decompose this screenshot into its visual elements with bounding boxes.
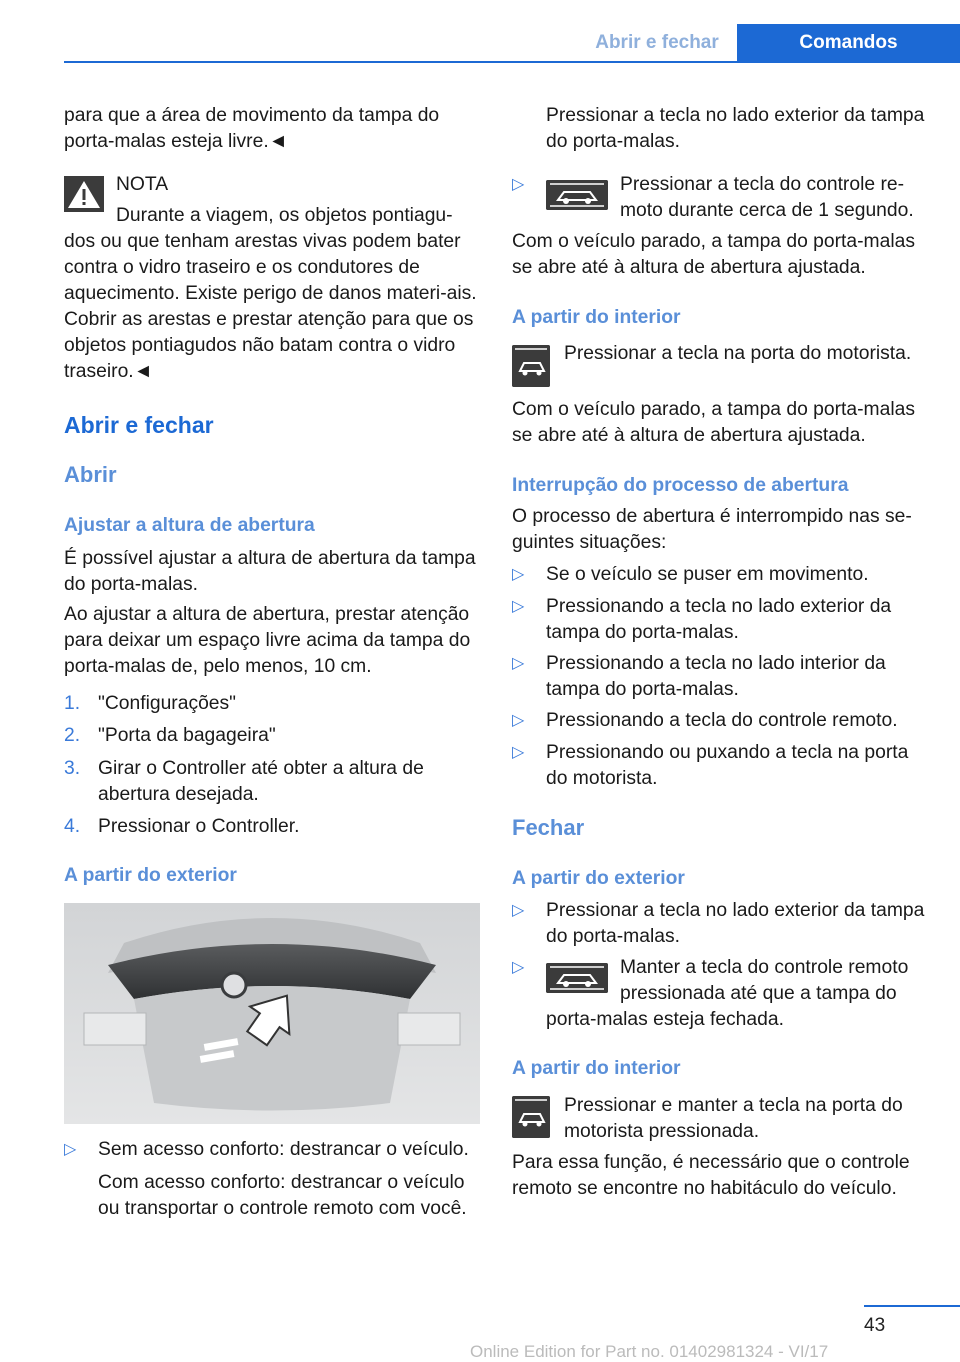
close-item-1 xyxy=(512,898,930,950)
interrupt-paragraph: O processo de abertura é interrompido nas se-guintes situações: xyxy=(512,506,912,553)
bullet-text: Pressionando ou puxando a tecla na porta do motorista. xyxy=(546,742,909,789)
heading-exterior-close: A partir do exterior xyxy=(512,868,685,889)
note-title: NOTA xyxy=(116,174,169,195)
bullet-continuation: Com acesso conforto: destrancar o veículo ou transportar o controle remoto com você. xyxy=(98,1172,467,1219)
door-trunk-key-icon xyxy=(512,1096,550,1138)
close-item-2-cont: porta-malas esteja fechada. xyxy=(546,1009,784,1030)
interrupt-item-5 xyxy=(512,740,930,792)
heading-close: Fechar xyxy=(512,815,585,840)
final-paragraph: Para essa função, é necessário que o controle remoto se encontre no habitáculo do veículo. xyxy=(512,1152,910,1199)
bullet-triangle-icon: ▷ xyxy=(512,902,525,919)
bullet-text: Pressionando a tecla no lado interior da tampa do porta-malas. xyxy=(546,653,886,700)
heading-adjust: Ajustar a altura de abertura xyxy=(64,515,315,536)
step-2 xyxy=(64,723,480,749)
heading-open-close: Abrir e fechar xyxy=(64,412,214,438)
interrupt-item-3 xyxy=(512,651,930,703)
heading-interior-close: A partir do interior xyxy=(512,1058,681,1079)
bullet-triangle-icon: ▷ xyxy=(512,598,525,615)
step-number: 3. xyxy=(64,758,81,779)
bullet-triangle-icon: ▷ xyxy=(512,712,525,729)
bullet-text: Sem acesso conforto: destrancar o veículo. xyxy=(98,1139,469,1160)
interrupt-item-1 xyxy=(512,562,930,588)
edition-footer: Online Edition for Part no. 01402981324 - VI/17 xyxy=(470,1342,829,1361)
step-number: 4. xyxy=(64,816,81,837)
page-number: 43 xyxy=(864,1315,886,1336)
remote-bullet-text: Pressionar a tecla do controle re-moto durante cerca de 1 segundo. xyxy=(620,174,914,221)
interrupt-item-2 xyxy=(512,594,930,646)
bullet-text: Se o veículo se puser em movimento. xyxy=(546,564,869,585)
heading-exterior: A partir do exterior xyxy=(64,865,237,886)
continued-text: Pressionar a tecla no lado exterior da tampa do porta-malas. xyxy=(546,105,925,152)
bullet-text: Pressionando a tecla do controle remoto. xyxy=(546,710,898,731)
door-key-text: Pressionar a tecla na porta do motorista. xyxy=(564,343,912,364)
step-text: "Porta da bagageira" xyxy=(98,725,276,746)
step-4 xyxy=(64,814,480,840)
intro-text: para que a área de movimento da tampa do porta-malas esteja livre.◄ xyxy=(64,105,440,152)
stopped-paragraph-1: Com o veículo parado, a tampa do porta-malas se abre até à altura de abertura ajustada. xyxy=(512,231,915,278)
stopped-paragraph-2: Com o veículo parado, a tampa do porta-malas se abre até à altura de abertura ajustada. xyxy=(512,399,915,446)
heading-open: Abrir xyxy=(64,462,117,487)
header-tab-active[interactable]: Comandos xyxy=(737,24,960,63)
header-rule xyxy=(64,61,960,63)
trunk-photo xyxy=(64,903,480,1124)
step-3 xyxy=(64,756,480,808)
adjust-paragraph-1: É possível ajustar a altura de abertura da tampa do porta-malas. xyxy=(64,548,476,595)
warning-icon xyxy=(64,176,104,212)
step-text: Girar o Controller até obter a altura de abertura desejada. xyxy=(98,758,424,805)
adjust-paragraph-2: Ao ajustar a altura de abertura, prestar atenção para deixar um espaço livre acima da tampa do porta-malas de, pelo menos, 10 cm. xyxy=(64,604,471,677)
interrupt-item-4 xyxy=(512,708,930,734)
bullet-text: Pressionando a tecla no lado exterior da tampa do porta-malas. xyxy=(546,596,892,643)
heading-interrupt: Interrupção do processo de abertura xyxy=(512,475,849,496)
step-number: 1. xyxy=(64,693,81,714)
step-1 xyxy=(64,691,480,717)
step-number: 2. xyxy=(64,725,81,746)
remote-trunk-key-icon xyxy=(546,180,608,210)
heading-interior: A partir do interior xyxy=(512,307,681,328)
header-section: Abrir e fechar xyxy=(595,32,719,53)
close-item-2-text: Manter a tecla do controle remoto pressionada até que a tampa do xyxy=(620,957,909,1004)
bullet-triangle-icon: ▷ xyxy=(512,655,525,672)
bullet-triangle-icon: ▷ xyxy=(512,744,525,761)
door-key-text-2: Pressionar e manter a tecla na porta do motorista pressionada. xyxy=(564,1095,903,1142)
note-text: dos ou que tenham arestas vivas podem bater contra o vidro traseiro e os condutores de aquecimento. Existe perigo de danos materi-ais. Cobrir as arestas e prestar atenção para que os objetos pontiagudos não batam contra o vidro traseiro.◄ xyxy=(64,231,477,382)
bullet-triangle-icon: ▷ xyxy=(64,1141,77,1158)
bullet-triangle-icon: ▷ xyxy=(512,566,525,583)
bullet-triangle-icon: ▷ xyxy=(512,176,525,193)
remote-trunk-key-icon xyxy=(546,963,608,993)
step-text: "Configurações" xyxy=(98,693,237,714)
bullet-triangle-icon: ▷ xyxy=(512,959,525,976)
footer-rule xyxy=(864,1305,960,1307)
step-text: Pressionar o Controller. xyxy=(98,816,300,837)
door-trunk-key-icon xyxy=(512,345,550,387)
note-text-first: Durante a viagem, os objetos pontiagu- xyxy=(116,205,453,226)
bullet-text: Pressionar a tecla no lado exterior da tampa do porta-malas. xyxy=(546,900,925,947)
bullet-item xyxy=(64,1137,480,1222)
